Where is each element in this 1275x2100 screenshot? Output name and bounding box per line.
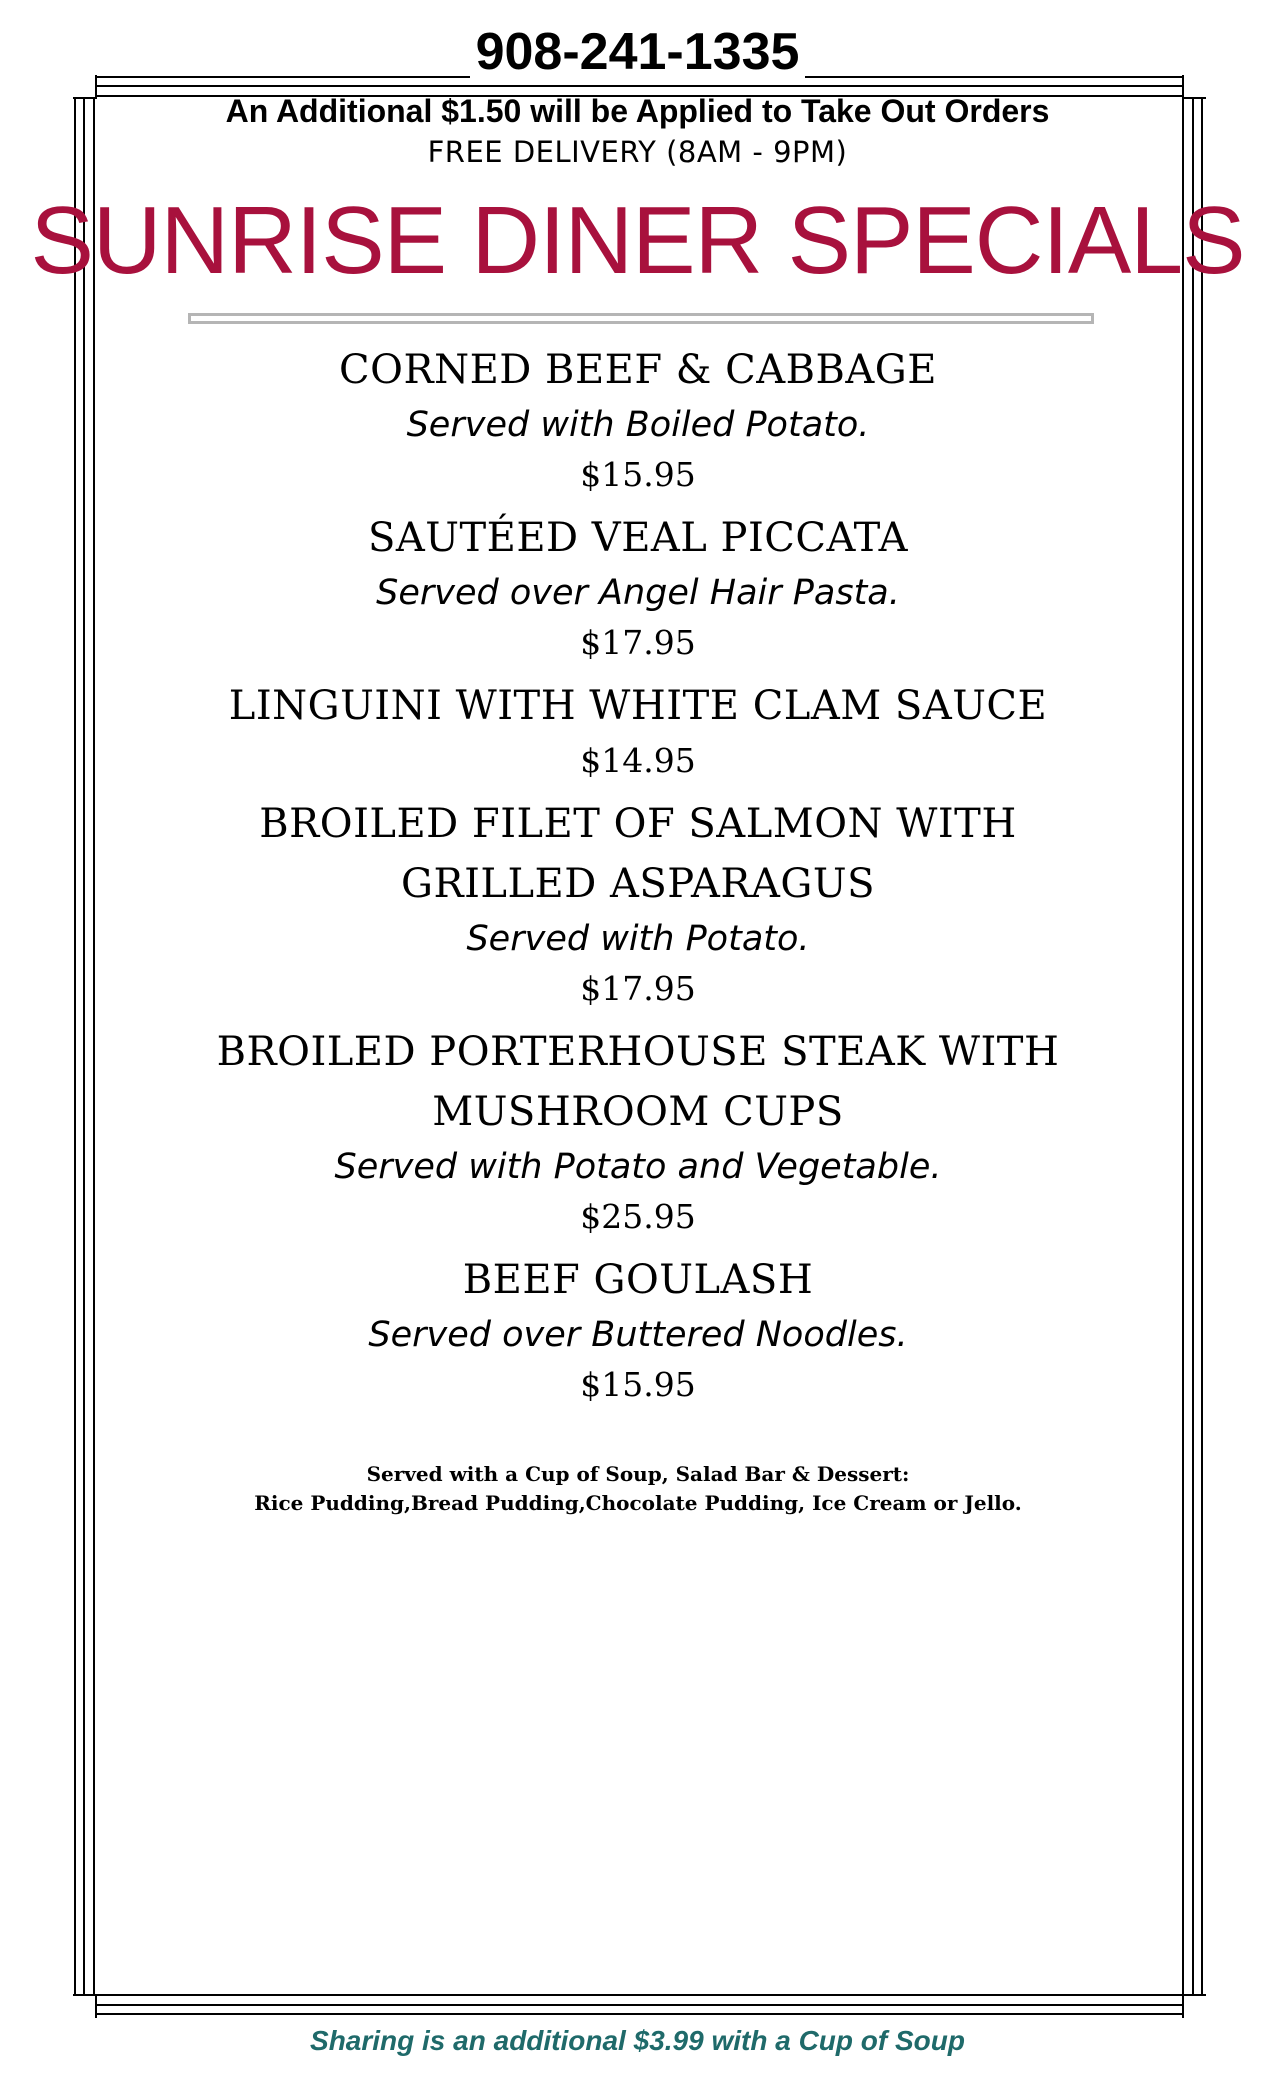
footnote-line-2: Rice Pudding,Bread Pudding,Chocolate Pudding, Ice Cream or Jello. — [254, 1491, 1022, 1515]
phone-number: 908-241-1335 — [0, 22, 1275, 82]
item-description: Served with Boiled Potato. — [406, 405, 870, 445]
item-price: $17.95 — [580, 969, 696, 1008]
item-name: BEEF GOULASH — [462, 1257, 814, 1303]
item-price: $15.95 — [580, 1365, 696, 1404]
menu-item — [140, 794, 1136, 1014]
takeout-notice: An Additional $1.50 will be Applied to Take Out Orders — [225, 93, 1050, 129]
item-description: Served over Buttered Noodles. — [368, 1315, 908, 1355]
title-divider — [188, 313, 1094, 324]
included-sides-note — [140, 1460, 1136, 1518]
item-price: $15.95 — [580, 455, 696, 494]
menu-item — [140, 340, 1136, 500]
item-name: LINGUINI WITH WHITE CLAM SAUCE — [228, 683, 1048, 729]
item-price: $17.95 — [580, 623, 696, 662]
item-name-line-2: MUSHROOM CUPS — [432, 1089, 844, 1135]
specials-list — [140, 340, 1136, 1410]
frame-corner-bottom-left — [73, 1994, 97, 2018]
item-name-line-1: BROILED PORTERHOUSE STEAK WITH — [216, 1029, 1060, 1075]
menu-item — [140, 676, 1136, 786]
delivery-notice: FREE DELIVERY (8AM - 9PM) — [427, 135, 848, 169]
menu-item — [140, 1022, 1136, 1242]
footnote-line-1: Served with a Cup of Soup, Salad Bar & Dessert: — [366, 1462, 910, 1486]
sharing-note: Sharing is an additional $3.99 with a Cup of Soup — [310, 2025, 965, 2056]
item-description: Served with Potato. — [466, 919, 810, 959]
item-name: CORNED BEEF & CABBAGE — [339, 347, 937, 393]
frame-corner-bottom-right — [1182, 1994, 1206, 2018]
item-description: Served with Potato and Vegetable. — [334, 1147, 942, 1187]
item-price: $25.95 — [580, 1197, 696, 1236]
menu-item — [140, 1250, 1136, 1410]
item-name-line-1: BROILED FILET OF SALMON WITH — [259, 801, 1017, 847]
item-description: Served over Angel Hair Pasta. — [376, 573, 900, 613]
item-name-line-2: GRILLED ASPARAGUS — [401, 861, 875, 907]
item-name: SAUTÉED VEAL PICCATA — [367, 515, 909, 561]
menu-item — [140, 508, 1136, 668]
page-title: SUNRISE DINER SPECIALS — [30, 187, 1245, 294]
item-price: $14.95 — [580, 741, 696, 780]
